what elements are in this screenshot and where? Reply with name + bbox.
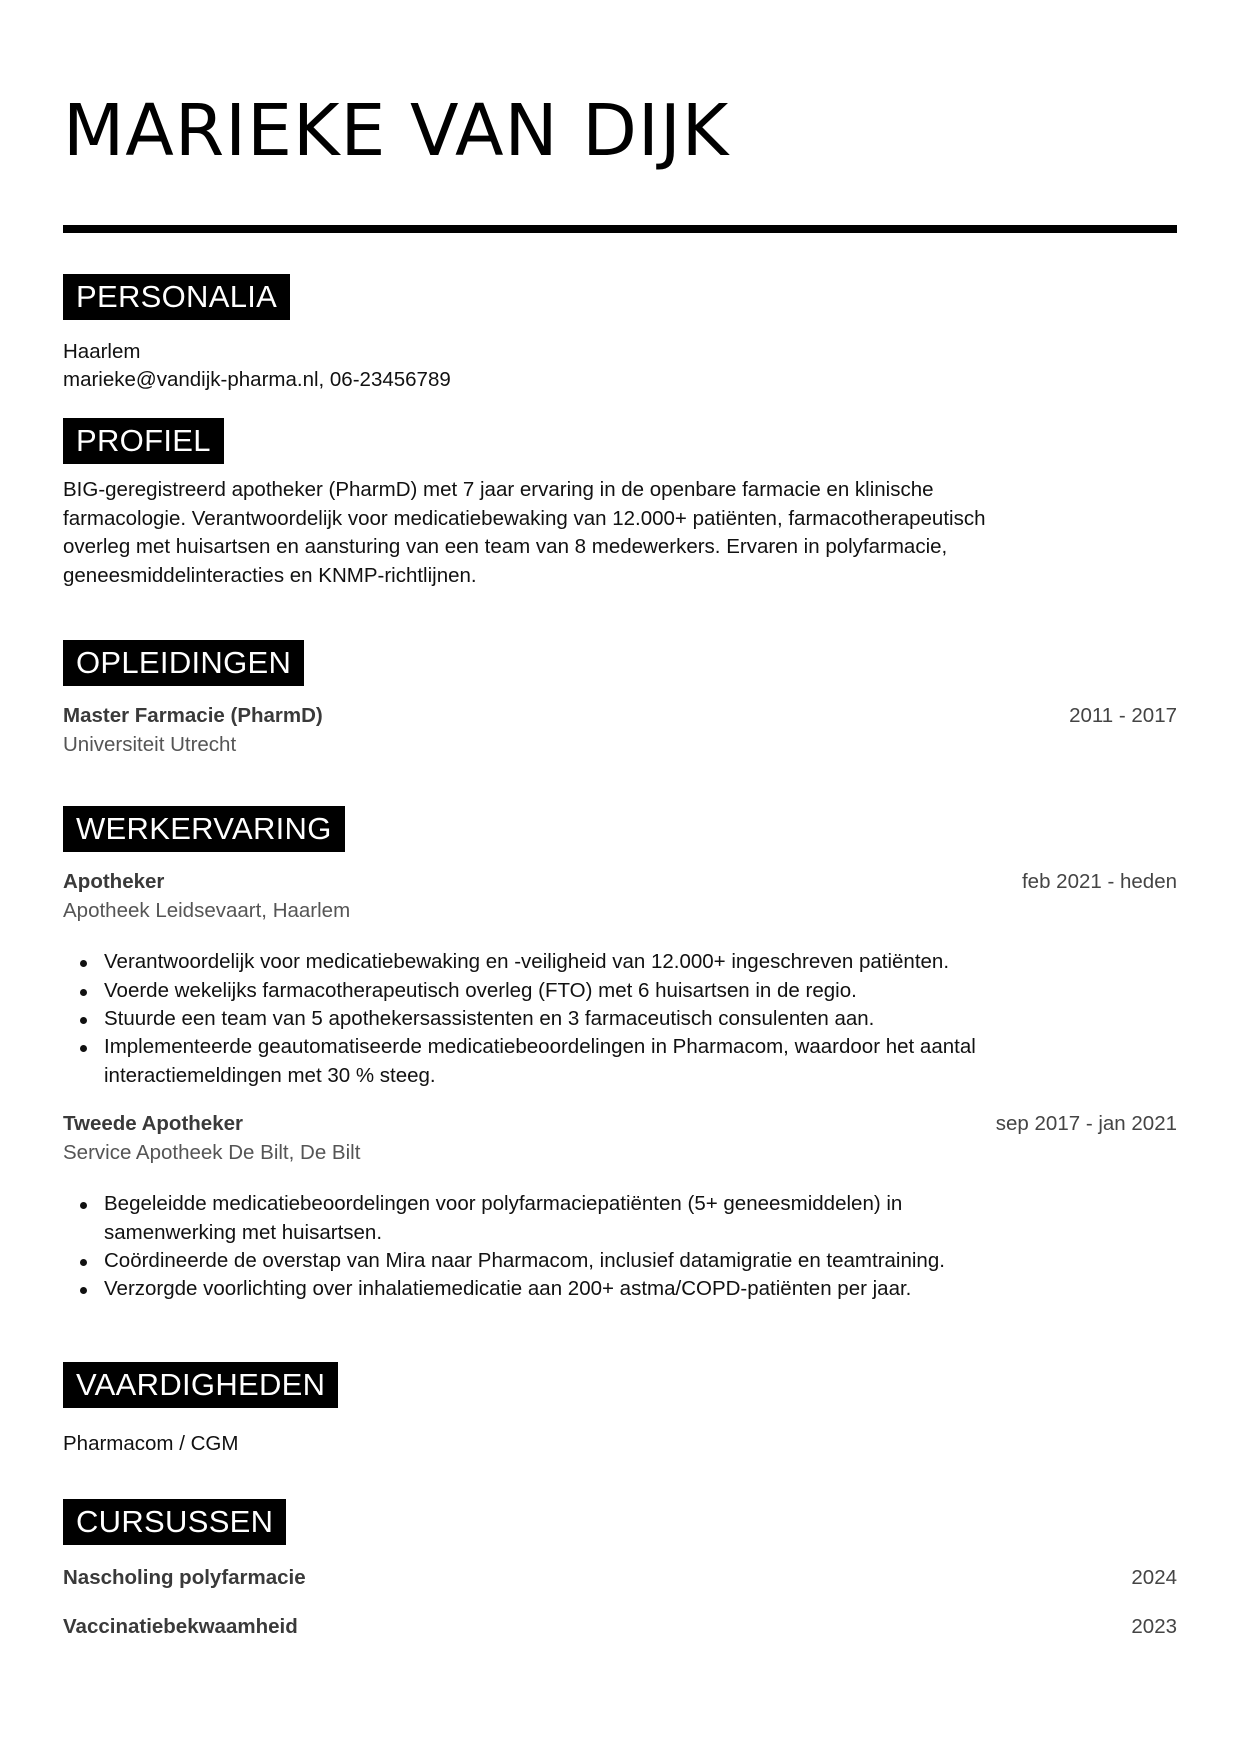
- profile-line: geneesmiddelinteracties en KNMP-richtlijnen.: [63, 564, 477, 588]
- education-title: Master Farmacie (PharmD): [63, 704, 323, 727]
- section-heading-personalia: PERSONALIA: [63, 274, 290, 320]
- profile-line: BIG-geregistreerd apotheker (PharmD) met 7 jaar ervaring in de openbare farmacie en klinische: [63, 478, 934, 501]
- list-item: Verzorgde voorlichting over inhalatiemedicatie aan 200+ astma/COPD-patiënten per jaar.: [104, 1275, 1177, 1303]
- course-year: 2024: [1131, 1566, 1177, 1589]
- list-item: Stuurde een team van 5 apothekersassistenten en 3 farmaceutisch consulenten aan.: [104, 1005, 1177, 1033]
- header-divider: [63, 225, 1177, 233]
- job-title: Apotheker: [63, 870, 165, 893]
- skill-item: Pharmacom / CGM: [63, 1432, 239, 1455]
- education-period: 2011 - 2017: [1069, 704, 1177, 727]
- personal-city: Haarlem: [63, 340, 141, 363]
- job-period: feb 2021 - heden: [1021, 870, 1177, 893]
- section-cursussen: [63, 1499, 1177, 1641]
- candidate-name: MARIEKE VAN DIJK: [63, 89, 730, 172]
- education-entry: [63, 702, 1177, 759]
- list-item: Voerde wekelijks farmacotherapeutisch overleg (FTO) met 6 huisartsen in de regio.: [104, 977, 1177, 1005]
- profile-summary: [63, 476, 1177, 591]
- section-heading-cursussen: CURSUSSEN: [63, 1499, 286, 1545]
- list-item: Implementeerde geautomatiseerde medicatiebeoordelingen in Pharmacom, waardoor het aantal interactiemeldingen met 30 % steeg.: [104, 1033, 1177, 1090]
- section-werkervaring: [63, 806, 1177, 1303]
- personal-contact: marieke@vandijk-pharma.nl, 06-23456789: [63, 368, 451, 391]
- course-entry: [63, 1613, 1177, 1642]
- course-title: Vaccinatiebekwaamheid: [63, 1614, 298, 1638]
- section-profiel: [63, 418, 1177, 591]
- profile-line: farmacologie. Verantwoordelijk voor medicatiebewaking van 12.000+ patiënten, farmacotherapeutisch: [63, 506, 986, 530]
- job-company: Service Apotheek De Bilt, De Bilt: [63, 1140, 361, 1164]
- job-responsibilities: [63, 948, 1177, 1089]
- section-vaardigheden: [63, 1362, 1177, 1458]
- section-personalia: [63, 274, 1177, 394]
- list-item: Begeleidde medicatiebeoordelingen voor polyfarmaciepatiënten (5+ geneesmiddelen) in samenwerking met huisartsen.: [104, 1190, 1177, 1247]
- job-responsibilities: [63, 1190, 1177, 1303]
- section-heading-opleidingen: OPLEIDINGEN: [63, 640, 304, 686]
- section-heading-vaardigheden: VAARDIGHEDEN: [63, 1362, 338, 1408]
- job-entry: [63, 868, 1177, 925]
- section-opleidingen: [63, 640, 1177, 759]
- course-entry: [63, 1564, 1177, 1593]
- job-entry: [63, 1110, 1177, 1167]
- course-year: 2023: [1131, 1614, 1177, 1638]
- list-item: Coördineerde de overstap van Mira naar Pharmacom, inclusief datamigratie en teamtraining.: [104, 1247, 1177, 1275]
- profile-line: overleg met huisartsen en aansturing van een team van 8 medewerkers. Ervaren in polyfarmacie,: [63, 535, 948, 559]
- section-heading-profiel: PROFIEL: [63, 418, 224, 464]
- section-heading-werkervaring: WERKERVARING: [63, 806, 345, 852]
- job-period: sep 2017 - jan 2021: [995, 1111, 1177, 1135]
- job-title: Tweede Apotheker: [63, 1111, 243, 1135]
- list-item: Verantwoordelijk voor medicatiebewaking en -veiligheid van 12.000+ ingeschreven patiënten.: [104, 948, 1177, 976]
- job-company: Apotheek Leidsevaart, Haarlem: [63, 898, 351, 922]
- course-title: Nascholing polyfarmacie: [63, 1566, 306, 1589]
- education-institution: Universiteit Utrecht: [63, 732, 237, 756]
